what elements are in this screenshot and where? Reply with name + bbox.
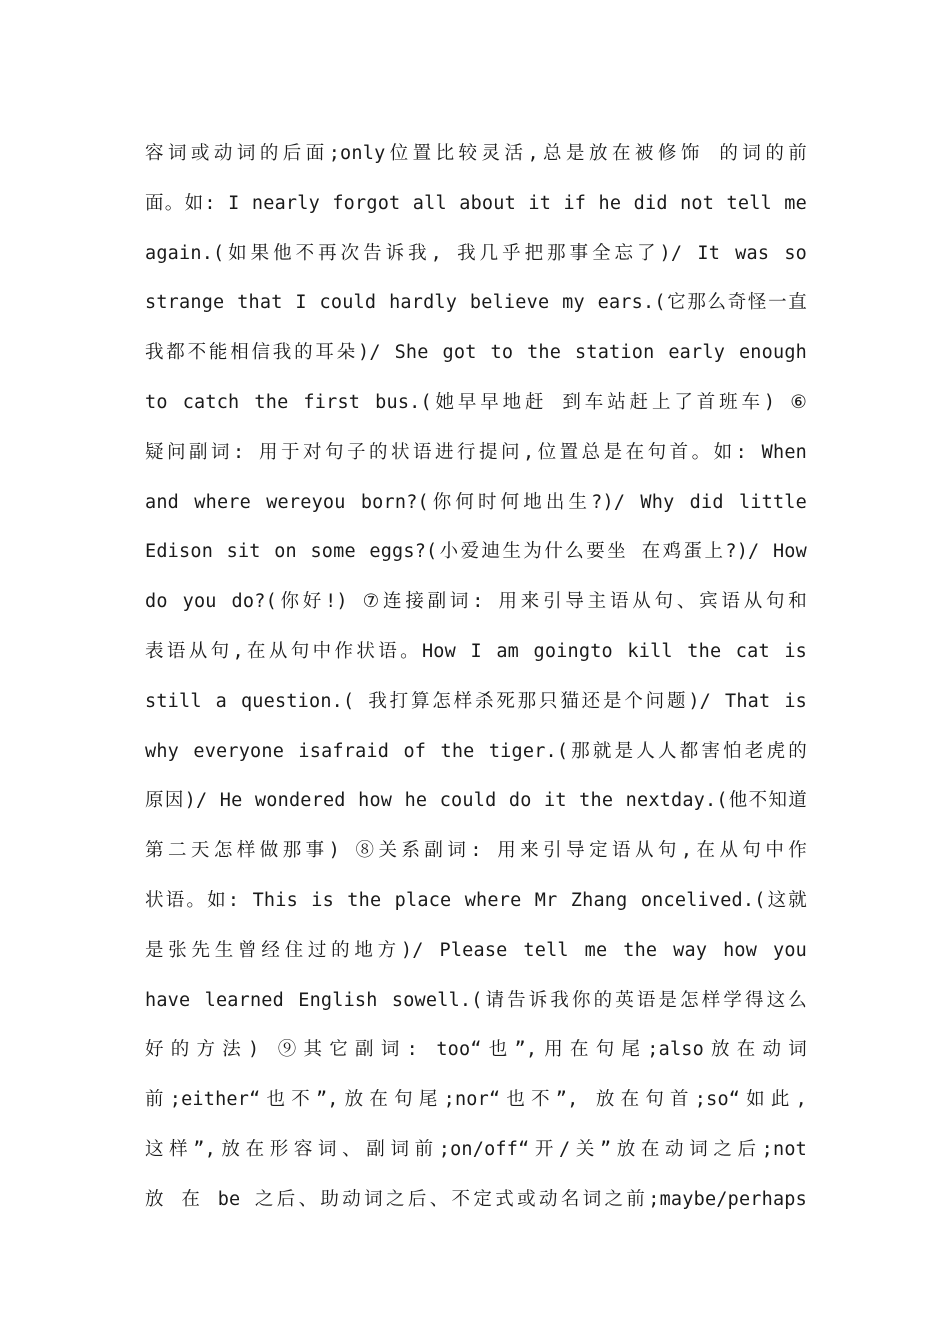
text-line: 容词或动词的后面;only位置比较灵活,总是放在被修饰 的词的前 [145,143,807,164]
text-line: 第二天怎样做那事) ⑧关系副词: 用来引导定语从句,在从句中作 [145,840,807,862]
text-line: 放 在 be 之后、助动词之后、不定式或动名词之前;maybe/perhaps [145,1188,807,1210]
text-line: have learned English sowell.(请告诉我你的英语是怎样学得这么 [145,989,807,1011]
text-line: 疑问副词: 用于对句子的状语进行提问,位置总是在句首。如: When [145,441,807,463]
text-line: still a question.( 我打算怎样杀死那只猫还是个问题)/ That is [145,690,807,712]
text-line: strange that I could hardly believe my ears.(它那么奇怪一直 [145,292,807,314]
text-line: to catch the first bus.(她早早地赶 到车站赶上了首班车) ⑥ [145,391,807,413]
text-line: 这样”,放在形容词、副词前;on/off“开/关”放在动词之后;not [145,1138,807,1160]
text-line: 好的方法) ⑨其它副词: too“也”,用在句尾;also放在动词 [145,1039,807,1061]
text-line: why everyone isafraid of the tiger.(那就是人人都害怕老虎的 [145,740,807,762]
text-line: 我都不能相信我的耳朵)/ She got to the station early enough [145,342,807,364]
text-line: and where wereyou born?(你何时何地出生?)/ Why did little [145,491,807,513]
text-line: 是张先生曾经住过的地方)/ Please tell me the way how you [145,939,807,961]
text-line: 面。如: I nearly forgot all about it if he did not tell me [145,192,807,214]
text-line: Edison sit on some eggs?(小爱迪生为什么要坐 在鸡蛋上?)/ How [145,541,807,563]
text-line: 原因)/ He wondered how he could do it the nextday.(他不知道 [145,790,807,812]
text-line: again.(如果他不再次告诉我, 我几乎把那事全忘了)/ It was so [145,242,807,264]
text-line: 表语从句,在从句中作状语。How I am goingto kill the cat is [145,640,807,662]
text-line: 前;either“也不”,放在句尾;nor“也不”, 放在句首;so“如此, [145,1089,807,1111]
text-line: do you do?(你好!) ⑦连接副词: 用来引导主语从句、宾语从句和 [145,591,807,613]
text-line: 状语。如: This is the place where Mr Zhang oncelived.(这就 [145,889,807,911]
body-text [145,129,807,1225]
